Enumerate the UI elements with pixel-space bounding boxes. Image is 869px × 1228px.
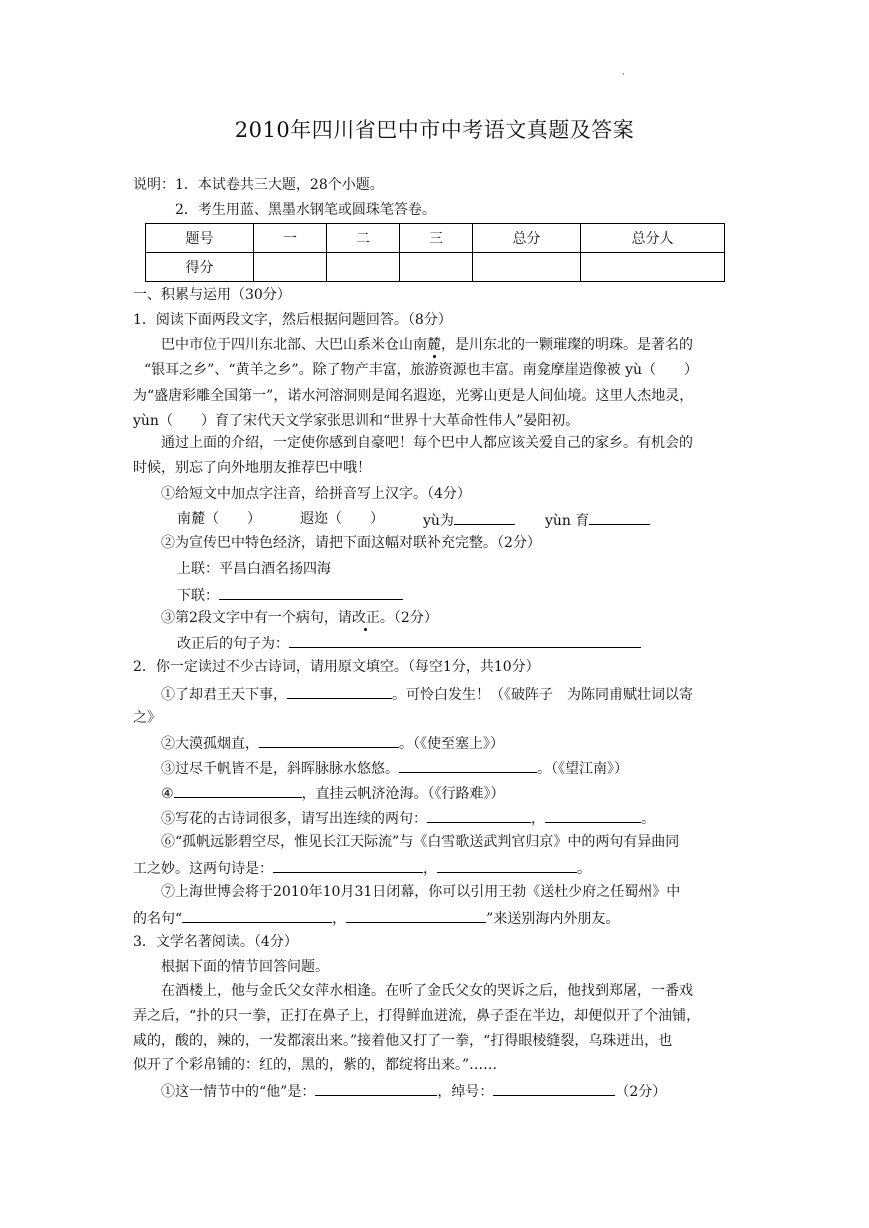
text-run: 。: [577, 861, 591, 877]
text-run: yùn 育: [545, 513, 590, 529]
text-run: ，是川东北的一颗璀璨的明珠。是著名的: [441, 337, 693, 353]
q3-sub1: [161, 1081, 666, 1101]
q3-intro: 根据下面的情节回答问题。: [161, 959, 329, 975]
dotted-word: 改正: [351, 610, 380, 626]
q2-item-5: [161, 808, 655, 828]
text-run: 。（《使至塞上》）: [399, 736, 504, 752]
score-cell: [254, 253, 327, 282]
text-run: ①了却君王天下事，: [161, 687, 287, 703]
answer-blank[interactable]: [259, 733, 399, 748]
text-run: （2分）: [615, 1084, 667, 1100]
text-run: ②大漠孤烟直，: [161, 736, 259, 752]
text-run: yù为: [423, 513, 454, 529]
q1-heading: 1．阅读下面两段文字，然后根据问题回答。（8分）: [133, 312, 452, 328]
text-run: 巴中市位于四川东北部、大巴山系米仓山南: [161, 337, 427, 353]
q2-item-2: [161, 733, 504, 753]
answer-blank[interactable]: [545, 808, 641, 823]
score-cell: [581, 253, 725, 282]
score-table-header: 总分人: [581, 224, 725, 253]
text-run: ，: [531, 811, 545, 827]
q3-heading: 3．文学名著阅读。（4分）: [133, 934, 298, 950]
answer-blank[interactable]: [219, 585, 403, 600]
q1-sub2-prompt: ②为宣传巴中特色经济，请把下面这幅对联补充完整。（2分）: [161, 535, 541, 551]
score-table-header: 一: [254, 224, 327, 253]
q1-sub1-c: [423, 510, 515, 530]
score-row-label: 得分: [146, 253, 254, 282]
answer-blank[interactable]: [174, 783, 302, 798]
answer-blank[interactable]: [182, 908, 332, 923]
couplet-first-line: 上联：平昌白酒名扬四海: [177, 561, 331, 577]
q2-item-4: [161, 783, 505, 803]
dotted-character: 麓: [427, 337, 441, 353]
text-run: 工之妙。这两句诗是：: [133, 861, 273, 877]
text-run: 改正后的句子为：: [177, 636, 289, 652]
q1-sub3-prompt: [161, 609, 438, 627]
corner-mark: ·: [622, 70, 625, 80]
score-table-header: 二: [327, 224, 400, 253]
text-run: ④: [161, 786, 174, 802]
text-run: ⑤写花的古诗词很多，请写出连续的两句：: [161, 811, 427, 827]
text-run: 。（《望江南》）: [537, 761, 628, 777]
answer-blank[interactable]: [427, 808, 531, 823]
text-run: 。: [641, 811, 655, 827]
answer-blank[interactable]: [287, 684, 392, 699]
q3-passage-line: 在酒楼上，他与金氏父女萍水相逢。在听了金氏父女的哭诉之后，他找到郑屠，一番戏: [161, 983, 693, 999]
text-run: ③第2段文字中有一个病句，请: [161, 610, 352, 626]
text-run: ，绰号：: [437, 1084, 494, 1100]
q3-passage-line: 咸的，酸的，辣的，一发都滚出来。”接着他又打了一拳，“打得眼棱缝裂，乌珠迸出，也: [133, 1033, 673, 1049]
q1-sub1-blank-a: 南麓（ ）: [177, 511, 261, 527]
instructions-line-1: 说明：1．本试卷共三大题，28个小题。: [133, 177, 384, 193]
text-run: ，: [332, 911, 347, 927]
text-run: ，: [423, 861, 437, 877]
answer-blank[interactable]: [437, 858, 577, 873]
couplet-second-line: [177, 585, 403, 605]
q1-paragraph-line: [161, 336, 693, 354]
q1-paragraph-line: 通过上面的介绍，一定使你感到自豪吧！每个巴中人都应该关爱自己的家乡。有机会的: [161, 435, 693, 451]
score-table: [145, 223, 725, 282]
q1-sub1-blank-b: 遐迩（ ）: [300, 511, 384, 527]
q3-passage-line: 似开了个彩帛铺的：红的，黑的，紫的，都绽将出来。”……: [133, 1057, 498, 1073]
q1-sub3-answer: [177, 633, 641, 653]
q1-paragraph-line: “银耳之乡”、“黄羊之乡”。除了物产丰富，旅游资源也丰富。南龛摩崖造像被 yù（ ）: [144, 362, 699, 378]
text-run: 下联：: [177, 588, 219, 604]
text-run: 。（2分）: [379, 610, 438, 626]
q1-sub1-d: [545, 510, 650, 530]
page-title: 2010年四川省巴中市中考语文真题及答案: [234, 118, 635, 142]
text-run: ”来送别海内外朋友。: [486, 911, 620, 927]
answer-blank[interactable]: [315, 1081, 437, 1096]
q3-passage-line: 弄之后，“扑的只一拳，正打在鼻子上，打得鲜血迸流，鼻子歪在半边，却便似开了个油铺，: [133, 1008, 701, 1024]
q1-paragraph-line: yùn（ ）育了宋代天文学家张思训和“世界十大革命性伟人”晏阳初。: [133, 413, 580, 429]
text-run: ①这一情节中的“他”是：: [161, 1084, 316, 1100]
q2-item-6-cont: [133, 858, 591, 878]
score-cell: [400, 253, 473, 282]
answer-blank[interactable]: [493, 1081, 615, 1096]
text-run: 。可怜白发生！（《破阵子 为陈同甫赋壮词以寄: [392, 687, 693, 703]
score-table-header-row: [146, 224, 725, 253]
answer-blank[interactable]: [289, 633, 641, 648]
text-run: ③过尽千帆皆不是，斜晖脉脉水悠悠。: [161, 761, 399, 777]
score-table-header: 题号: [146, 224, 254, 253]
score-cell: [473, 253, 581, 282]
score-table-header: 总分: [473, 224, 581, 253]
text-run: ，直挂云帆济沧海。（《行路难》）: [301, 786, 505, 802]
q1-sub1-prompt: ①给短文中加点字注音，给拼音写上汉字。（4分）: [161, 486, 471, 502]
answer-blank[interactable]: [346, 908, 486, 923]
answer-blank[interactable]: [589, 510, 650, 525]
q1-paragraph-line: 为“盛唐彩雕全国第一”，诺水河溶洞则是闻名遐迩，光雾山更是人间仙境。这里人杰地灵，: [133, 388, 694, 404]
text-run: 的名句“: [133, 911, 183, 927]
q2-item-7-cont: [133, 908, 619, 928]
answer-blank[interactable]: [454, 510, 515, 525]
q2-item-7: ⑦上海世博会将于2010年10月31日闭幕，你可以引用王勃《送杜少府之任蜀州》中: [161, 884, 681, 900]
score-table-score-row: [146, 253, 725, 282]
q2-heading: 2．你一定读过不少古诗词，请用原文填空。（每空1分，共10分）: [133, 659, 540, 675]
score-table-header: 三: [400, 224, 473, 253]
q1-paragraph-line: 时候，别忘了向外地朋友推荐巴中哦！: [133, 460, 371, 476]
answer-blank[interactable]: [273, 858, 423, 873]
q2-item-1-cont: 之》: [133, 710, 161, 726]
q2-item-6: ⑥“孤帆远影碧空尽，惟见长江天际流”与《白雪歌送武判官归京》中的两句有异曲同: [161, 834, 680, 850]
section-1-heading: 一、积累与运用（30分）: [133, 287, 291, 303]
instructions-line-2: 2．考生用蓝、黑墨水钢笔或圆珠笔答卷。: [175, 202, 436, 218]
answer-blank[interactable]: [399, 758, 537, 773]
q2-item-3: [161, 758, 628, 778]
score-cell: [327, 253, 400, 282]
q2-item-1: [161, 684, 693, 704]
